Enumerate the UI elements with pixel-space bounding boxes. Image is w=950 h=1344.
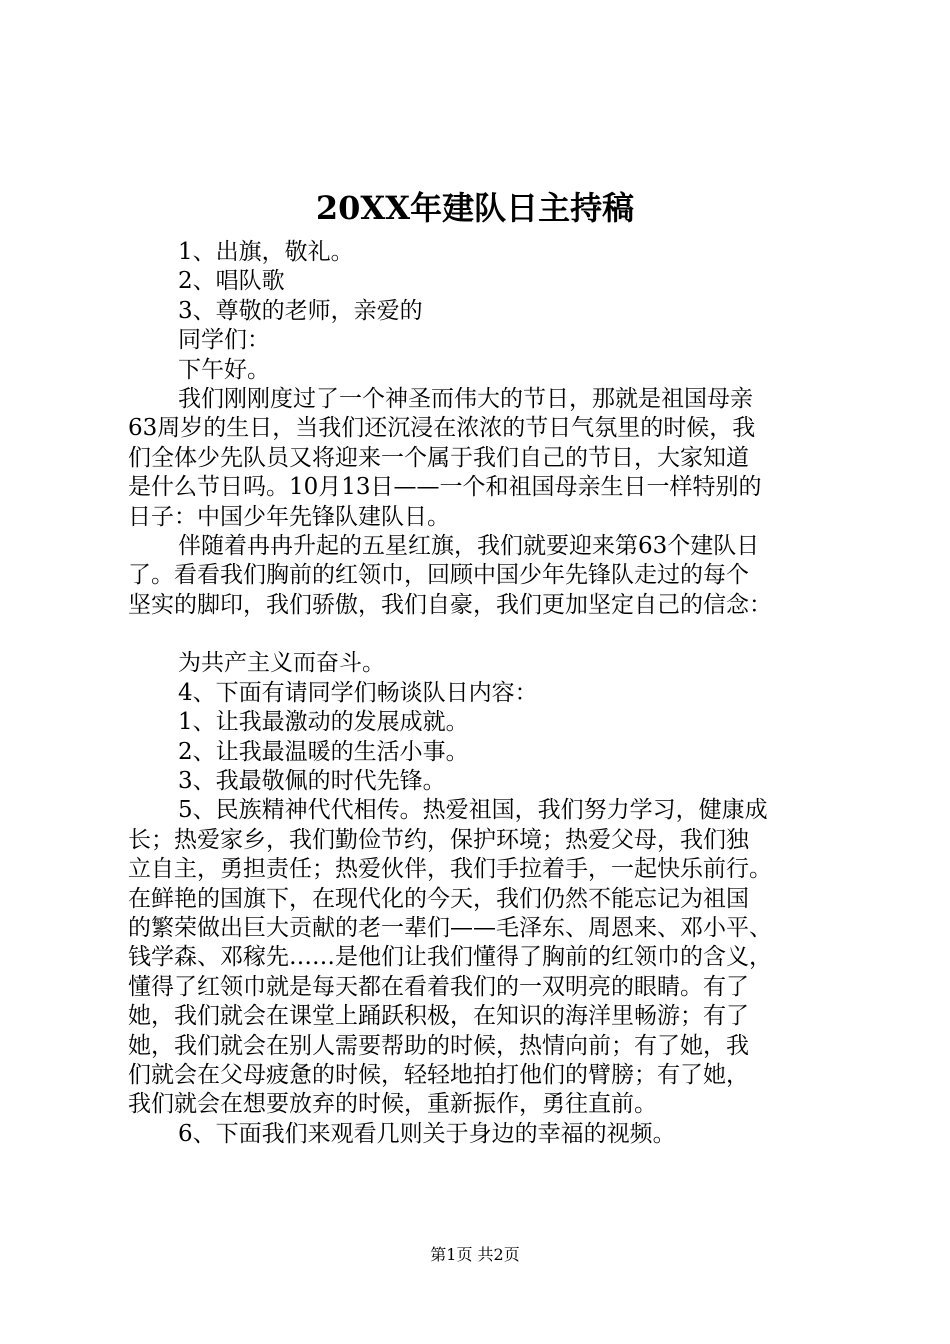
list-item: 6、下面我们来观看几则关于身边的幸福的视频。 [178,1120,676,1147]
paragraph-national-day [128,385,833,532]
paragraph-line: 的繁荣做出巨大贡献的老一辈们——毛泽东、周恩来、邓小平、 [128,914,772,941]
paragraph-line: 我们就会在想要放弃的时候，重新振作，勇往直前。 [128,1091,657,1118]
list-item: 2、让我最温暖的生活小事。 [178,738,469,765]
paragraph-line: 在鲜艳的国旗下，在现代化的今天，我们仍然不能忘记为祖国 [128,885,749,912]
paragraph-line: 们就会在父母疲惫的时候，轻轻地拍打他们的臂膀；有了她， [128,1061,749,1088]
list-item: 1、出旗，敬礼。 [178,239,354,265]
paragraph-line: 立自主，勇担责任；热爱伙伴，我们手拉着手，一起快乐前行。 [128,856,772,883]
paragraph-line: 她，我们就会在别人需要帮助的时候，热情向前；有了她，我 [128,1032,749,1059]
list-item: 4、下面有请同学们畅谈队日内容： [178,679,538,706]
paragraph-line: 是什么节日吗。10月13日——一个和祖国母亲生日一样特别的 [128,474,762,501]
list-item: 1、让我最激动的发展成就。 [178,709,469,736]
paragraph-line: 伴随着冉冉升起的五星红旗，我们就要迎来第63个建队日 [178,532,760,559]
blank-line [128,620,833,649]
list-item: 2、唱队歌 [178,268,285,295]
list-item: 为共产主义而奋斗。 [178,650,385,677]
paragraph-flag [128,532,833,620]
paragraph-line: 日子：中国少年先锋队建队日。 [128,503,450,530]
paragraph-line: 5、民族精神代代相传。热爱祖国，我们努力学习，健康成 [178,797,768,824]
paragraph-line: 我们刚刚度过了一个神圣而伟大的节日，那就是祖国母亲 [178,385,753,412]
list-item: 同学们： [178,327,270,354]
document-title: 20XX年建队日主持稿 [315,189,635,227]
list-item: 3、尊敬的老师，亲爱的 [178,297,423,324]
paragraph-line: 钱学森、邓稼先……是他们让我们懂得了胸前的红领巾的含义， [128,944,772,971]
list-item: 3、我最敬佩的时代先锋。 [178,768,446,795]
paragraph-line: 了。看看我们胸前的红领巾，回顾中国少年先锋队走过的每个 [128,562,749,589]
paragraph-line: 们全体少先队员又将迎来一个属于我们自己的节日，大家知道 [128,444,749,471]
document-body [128,238,833,1149]
paragraph-line: 坚实的脚印，我们骄傲，我们自豪，我们更加坚定自己的信念： [128,591,772,618]
paragraph-national-spirit [128,796,833,1119]
list-item: 下午好。 [178,356,270,383]
paragraph-line: 懂得了红领巾就是每天都在看着我们的一双明亮的眼睛。有了 [128,973,749,1000]
paragraph-line: 63周岁的生日，当我们还沉浸在浓浓的节日气氛里的时候，我 [128,415,756,442]
paragraph-line: 长；热爱家乡，我们勤俭节约，保护环境；热爱父母，我们独 [128,826,749,853]
page-footer: 第1页 共2页 [430,1245,520,1264]
paragraph-line: 她，我们就会在课堂上踊跃积极，在知识的海洋里畅游；有了 [128,1003,749,1030]
